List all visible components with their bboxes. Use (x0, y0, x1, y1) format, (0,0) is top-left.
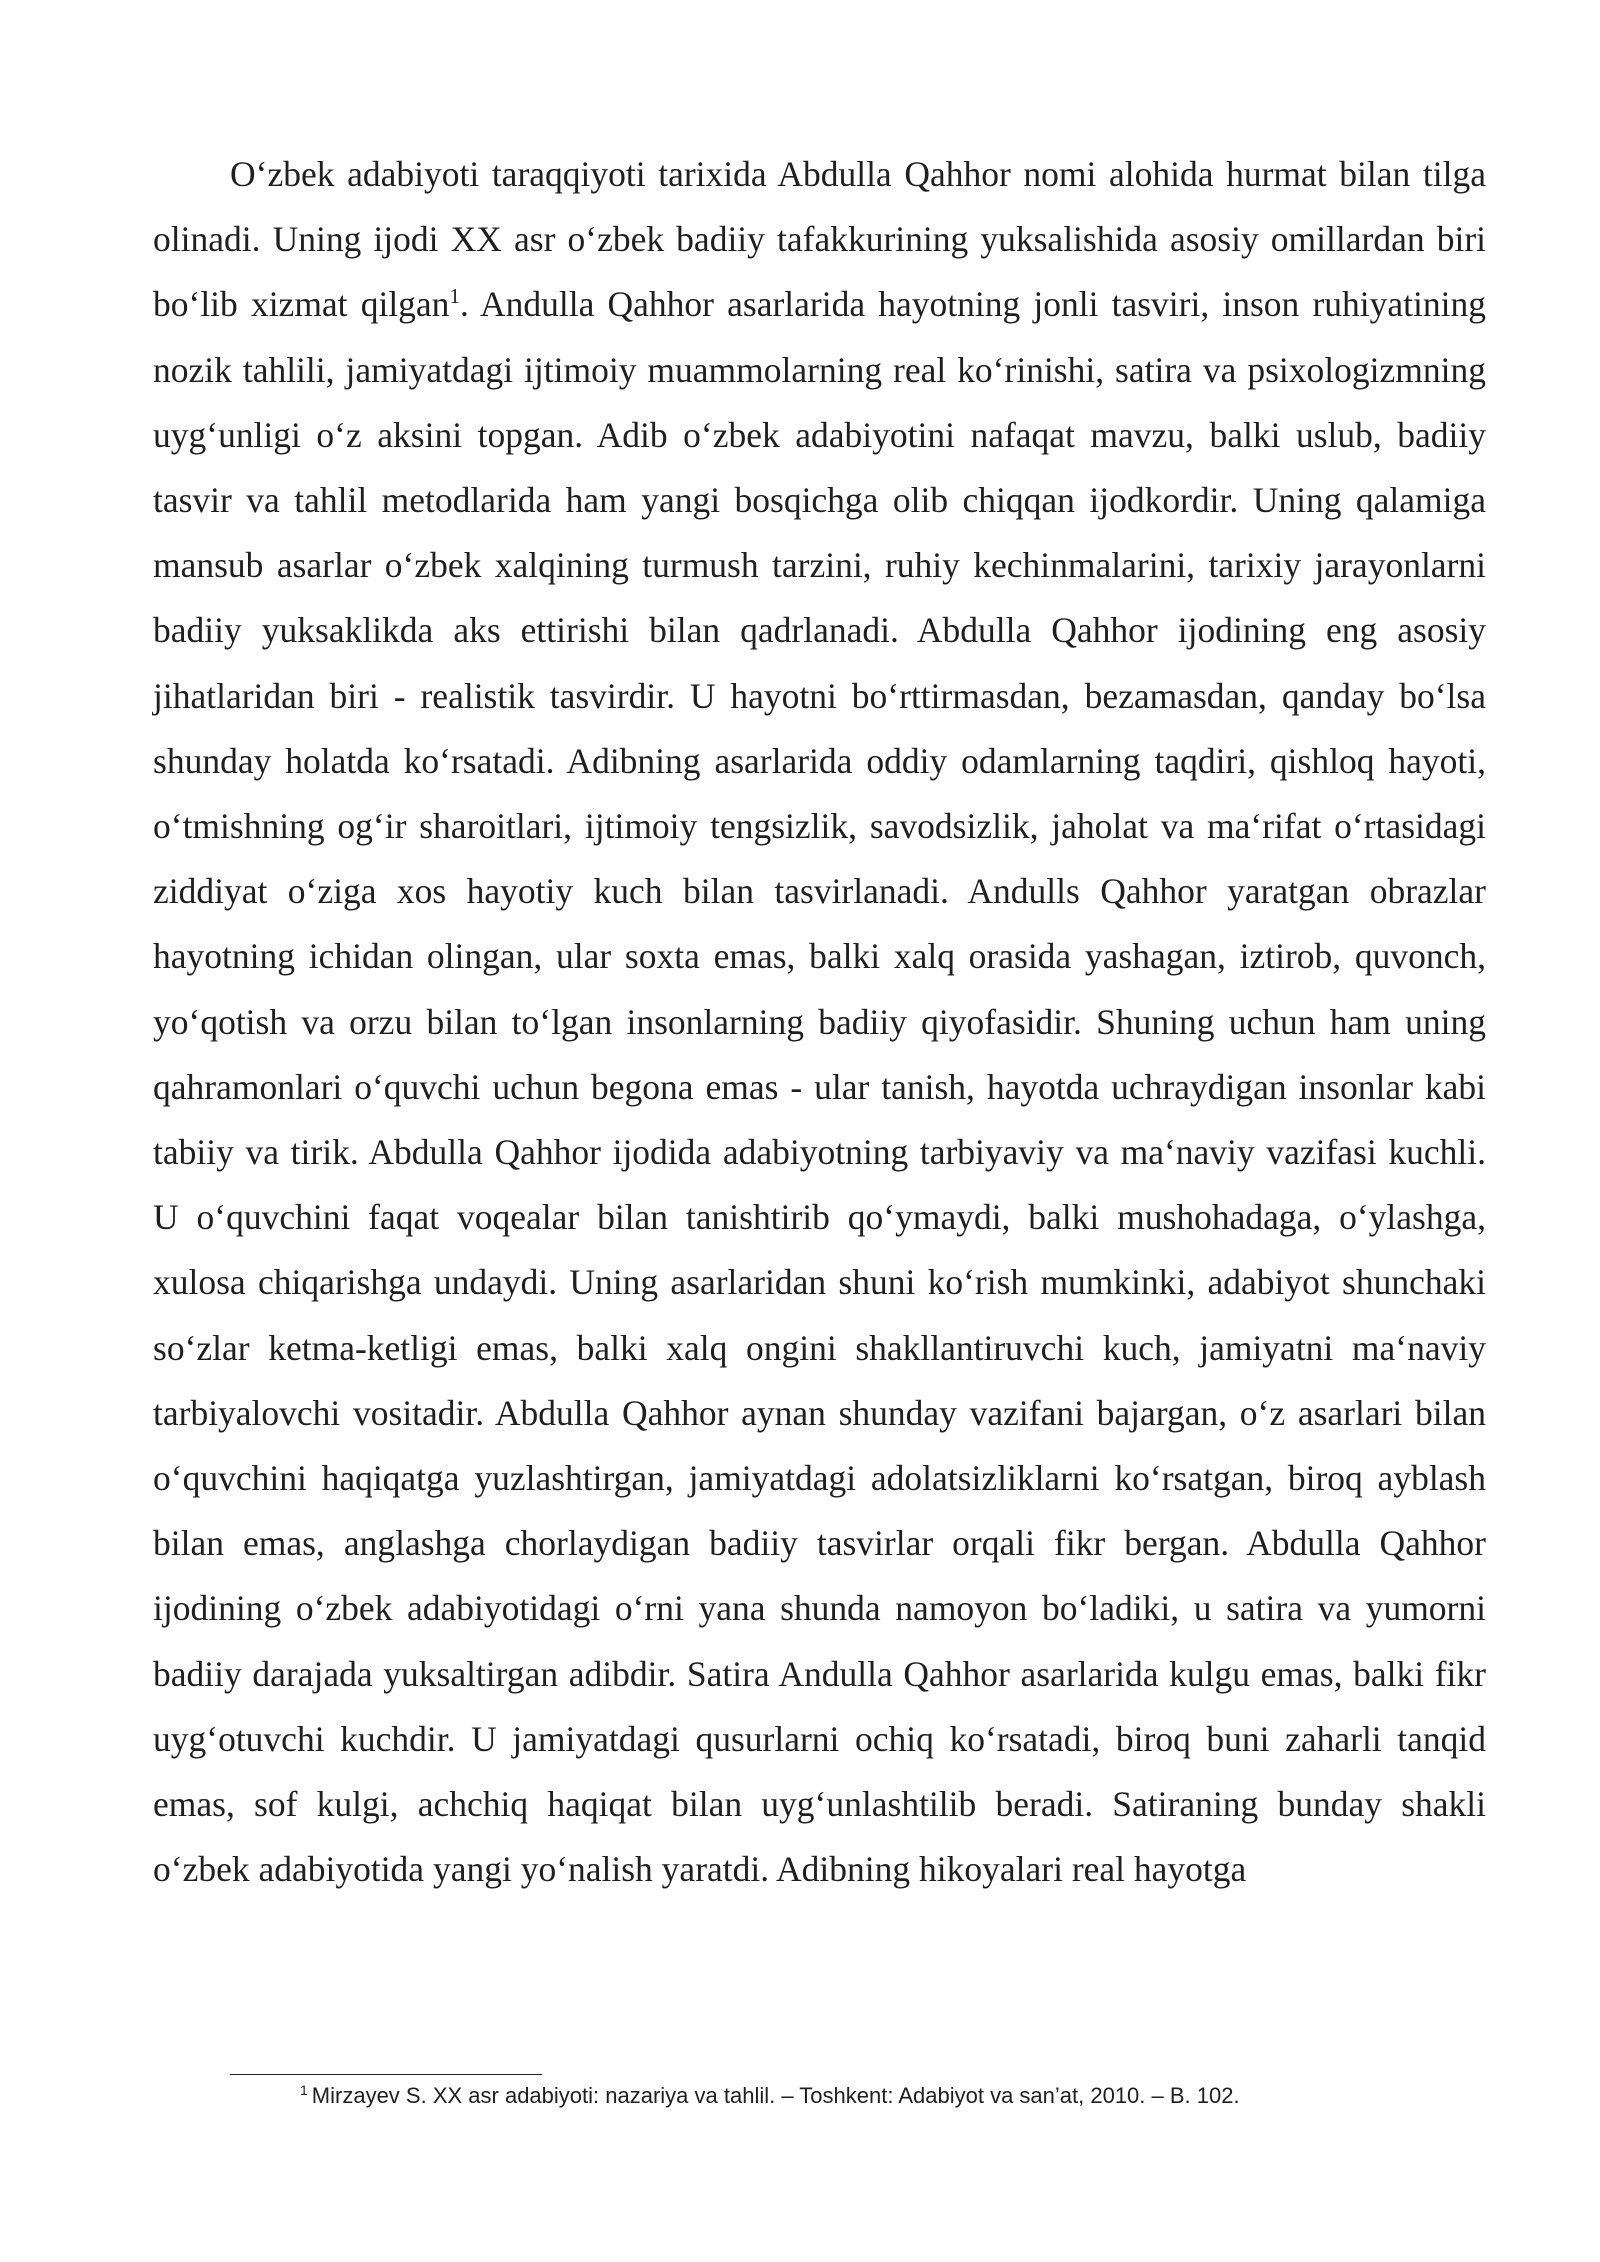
paragraph-text-part-1: O‘zbek adabiyoti taraqqiyoti tarixida Abdulla Qahhor nomi alohida hurmat bilan tilga olinadi. Uning ijodi XX asr o‘zbek badiiy tafakkurining yuksalishida asosiy omillardan biri bo‘lib xizmat qilgan (153, 154, 1486, 325)
footnote (300, 2080, 1240, 2112)
footnote-text: Mirzayev S. XX asr adabiyoti: nazariya va tahlil. – Toshkent: Adabiyot va san’at, 2010. – B. 102. (311, 2083, 1240, 2108)
footnote-marker: 1 (300, 2081, 308, 2098)
paragraph-text-part-2: . Andulla Qahhor asarlarida hayotning jonli tasviri, inson ruhiyatining nozik tahlili, jamiyatdagi ijtimoiy muammolarning real ko‘rinishi, satira va psixologizmning uyg‘unligi o‘z aksini topgan. Adib o‘zbek adabiyotini nafaqat mavzu, balki uslub, badiiy tasvir va tahlil metodlarida ham yangi bosqichga olib chiqqan ijodkordir. Uning qalamiga mansub asarlar o‘zbek xalqining turmush tarzini, ruhiy kechinmalarini, tarixiy jarayonlarni badiiy yuksaklikda aks ettirishi bilan qadrlanadi. Abdulla Qahhor ijodining eng asosiy jihatlaridan biri - realistik tasvirdir. U hayotni bo‘rttirmasdan, bezamasdan, qanday bo‘lsa shunday holatda ko‘rsatadi. Adibning asarlarida oddiy odamlarning taqdiri, qishloq hayoti, o‘tmishning og‘ir sharoitlari, ijtimoiy tengsizlik, savodsizlik, jaholat va ma‘rifat o‘rtasidagi ziddiyat o‘ziga xos hayotiy kuch bilan tasvirlanadi. Andulls Qahhor yaratgan obrazlar hayotning ichidan olingan, ular soxta emas, balki xalq orasida yashagan, iztirob, quvonch, yo‘qotish va orzu bilan to‘lgan insonlarning badiiy qiyofasidir. Shuning uchun ham uning qahramonlari o‘quvchi uchun begona emas - ular tanish, hayotda uchraydigan insonlar kabi tabiiy va tirik. Abdulla Qahhor ijodida adabiyotning tarbiyaviy va ma‘naviy vazifasi kuchli. U o‘quvchini faqat voqealar bilan tanishtirib qo‘ymaydi, balki mushohadaga, o‘ylashga, xulosa chiqarishga undaydi. Uning asarlaridan shuni ko‘rish mumkinki, adabiyot shunchaki so‘zlar ketma-ketligi emas, balki xalq ongini shakllantiruvchi kuch, jamiyatni ma‘naviy tarbiyalovchi vositadir. Abdulla Qahhor aynan shunday vazifani bajargan, o‘z asarlari bilan o‘quvchini haqiqatga yuzlashtirgan, jamiyatdagi adolatsizliklarni ko‘rsatgan, biroq ayblash bilan emas, anglashga chorlaydigan badiiy tasvirlar orqali fikr bergan. Abdulla Qahhor ijodining o‘zbek adabiyotidagi o‘rni yana shunda namoyon bo‘ladiki, u satira va yumorni badiiy darajada yuksaltirgan adibdir. Satira Andulla Qahhor asarlarida kulgu emas, balki fikr uyg‘otuvchi kuchdir. U jamiyatdagi qusurlarni ochiq ko‘rsatadi, biroq buni zaharli tanqid emas, sof kulgi, achchiq haqiqat bilan uyg‘unlashtilib beradi. Satiraning bunday shakli o‘zbek adabiyotida yangi yo‘nalish yaratdi. Adibning hikoyalari real hayotga (153, 284, 1486, 1890)
body-paragraph (153, 142, 1486, 1902)
footnote-reference: 1 (449, 284, 460, 309)
footnote-separator (230, 2074, 542, 2075)
